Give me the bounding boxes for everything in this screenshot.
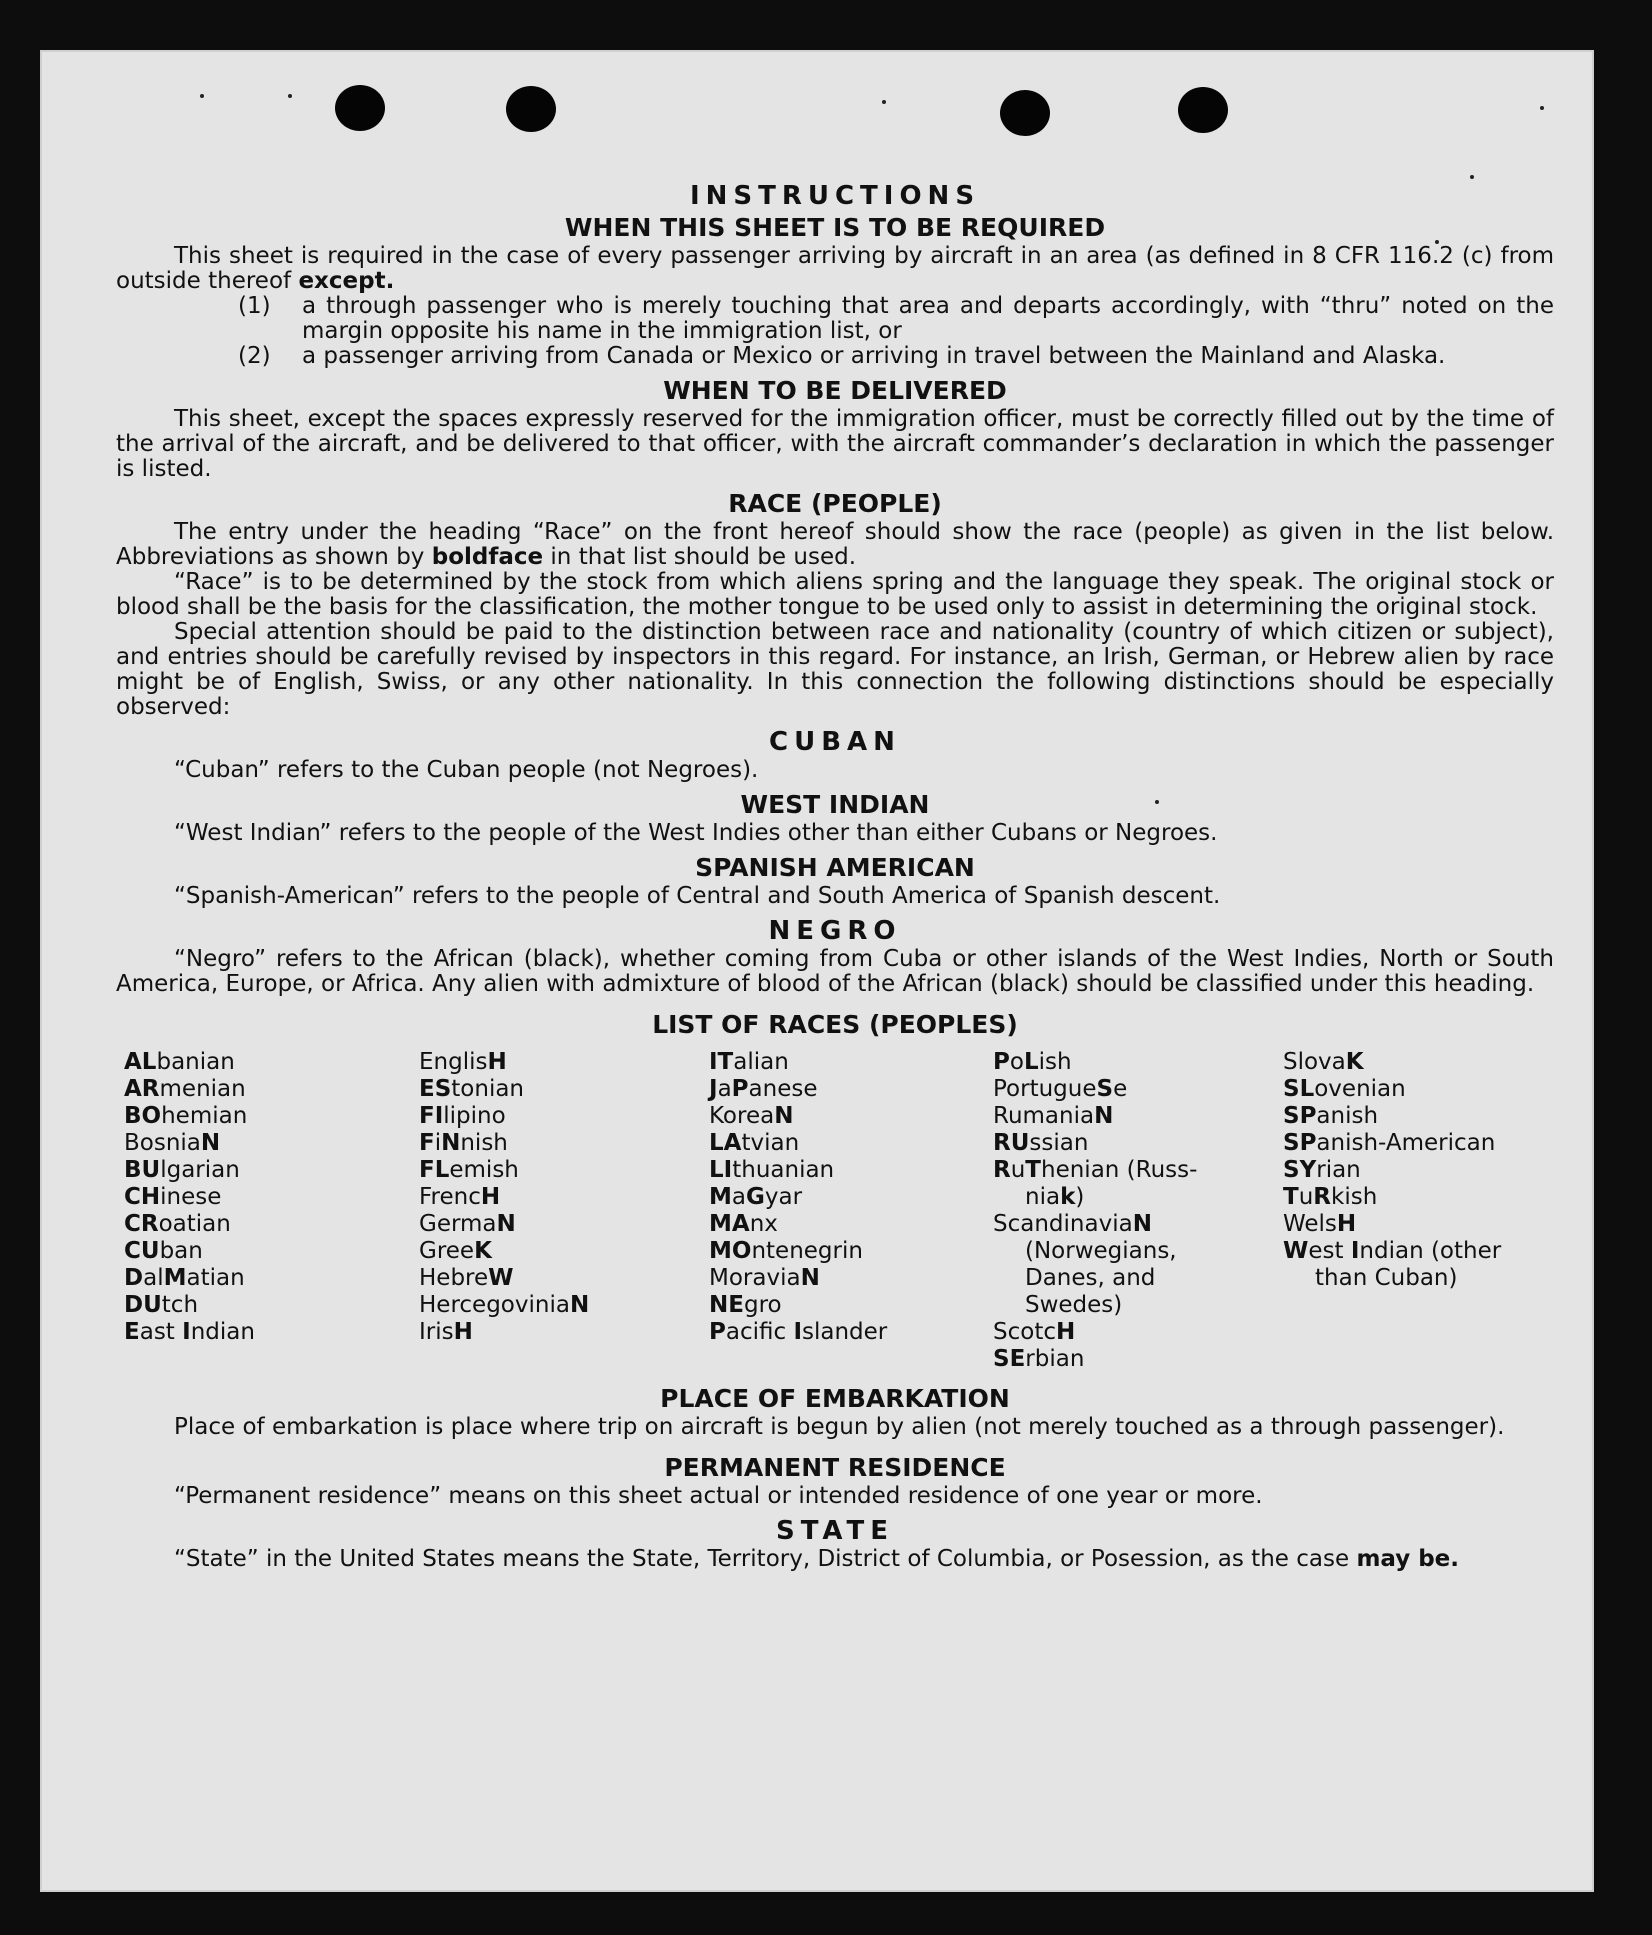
race-entry: WelsH	[1283, 1211, 1357, 1237]
document-page	[40, 50, 1594, 1892]
speck	[1540, 106, 1544, 110]
exception-item: (2) a passenger arriving from Canada or Mexico or arriving in travel between the Mainland and Alaska.	[238, 343, 1446, 369]
race-entry: SYrian	[1283, 1157, 1361, 1183]
race-entry: SErbian	[993, 1346, 1085, 1372]
paragraph-negro: “Negro” refers to the African (black), whether coming from Cuba or other islands of the West Indies, North or South America, Europe, or Africa. Any alien with admixture of blood of the African (black) should be classified under this heading.	[116, 946, 1554, 997]
paragraph-cuban: “Cuban” refers to the Cuban people (not Negroes).	[174, 757, 759, 783]
race-entry: SLovenian	[1283, 1076, 1406, 1102]
heading-permanent-residence: PERMANENT RESIDENCE	[664, 1453, 1006, 1482]
race-entry: Danes, and	[1025, 1265, 1156, 1291]
speck	[200, 94, 204, 98]
heading-spanish-american: SPANISH AMERICAN	[695, 853, 975, 882]
race-entry: BosniaN	[124, 1130, 221, 1156]
race-entry: GreeK	[419, 1238, 492, 1264]
paragraph-race-1: The entry under the heading “Race” on the front hereof should show the race (people) as given in the list below. Abbreviations as shown by boldface in that list should be used.	[116, 519, 1554, 570]
race-entry: LAtvian	[709, 1130, 800, 1156]
race-entry: ARmenian	[124, 1076, 246, 1102]
paragraph-permanent-residence: “Permanent residence” means on this sheet actual or intended residence of one year or more.	[174, 1483, 1263, 1509]
race-entry: LIthuanian	[709, 1157, 835, 1183]
race-entry: PoLish	[993, 1049, 1072, 1075]
exception-list	[116, 294, 1554, 369]
race-entry: EnglisH	[419, 1049, 507, 1075]
race-entry: CUban	[124, 1238, 203, 1264]
race-entry: KoreaN	[709, 1103, 794, 1129]
race-entry: RUssian	[993, 1130, 1089, 1156]
race-entry: RumaniaN	[993, 1103, 1114, 1129]
race-entry: PortugueSe	[993, 1076, 1128, 1102]
race-entry: FiNnish	[419, 1130, 508, 1156]
race-entry: than Cuban)	[1315, 1265, 1458, 1291]
race-column	[1283, 1049, 1562, 1373]
race-entry: HebreW	[419, 1265, 514, 1291]
heading-embarkation: PLACE OF EMBARKATION	[660, 1384, 1010, 1413]
race-entry: MOntenegrin	[709, 1238, 863, 1264]
race-entry: NEgro	[709, 1292, 782, 1318]
race-column	[419, 1049, 709, 1373]
race-entry: ALbanian	[124, 1049, 235, 1075]
race-entry: BUlgarian	[124, 1157, 240, 1183]
paragraph-embarkation: Place of embarkation is place where trip on aircraft is begun by alien (not merely touched as a through passenger).	[174, 1414, 1505, 1440]
paragraph-state: “State” in the United States means the State, Territory, District of Columbia, or Posession, as the case may be.	[174, 1546, 1460, 1572]
paragraph-when-delivered: This sheet, except the spaces expressly reserved for the immigration officer, must be correctly filled out by the time of the arrival of the aircraft, and be delivered to that officer, with the aircraft commander’s declaration in which the passenger is listed.	[116, 406, 1554, 482]
race-entry: ScotcH	[993, 1319, 1076, 1345]
race-entry: EStonian	[419, 1076, 525, 1102]
race-entry: East Indian	[124, 1319, 255, 1345]
race-entry: MoraviaN	[709, 1265, 820, 1291]
race-entry: GermaN	[419, 1211, 516, 1237]
race-entry: DalMatian	[124, 1265, 245, 1291]
heading-when-delivered: WHEN TO BE DELIVERED	[663, 376, 1007, 405]
heading-west-indian: WEST INDIAN	[740, 790, 930, 819]
race-entry: SlovaK	[1283, 1049, 1364, 1075]
race-list	[124, 1049, 1554, 1373]
race-column	[124, 1049, 419, 1373]
race-entry: ScandinaviaN	[993, 1211, 1152, 1237]
race-entry: JaPanese	[709, 1076, 818, 1102]
punch-hole	[1000, 90, 1050, 136]
punch-hole	[506, 86, 556, 132]
instructions-title: INSTRUCTIONS	[689, 181, 981, 211]
speck	[288, 94, 292, 98]
race-entry: ITalian	[709, 1049, 789, 1075]
race-entry: DUtch	[124, 1292, 199, 1318]
race-entry: FrencH	[419, 1184, 501, 1210]
heading-when-required: WHEN THIS SHEET IS TO BE REQUIRED	[564, 213, 1106, 242]
race-entry: (Norwegians,	[1025, 1238, 1177, 1264]
race-entry: SPanish-American	[1283, 1130, 1496, 1156]
race-entry: CHinese	[124, 1184, 222, 1210]
race-entry: Swedes)	[1025, 1292, 1123, 1318]
speck	[882, 100, 886, 104]
punch-hole	[335, 85, 385, 131]
race-entry: West Indian (other	[1283, 1238, 1502, 1264]
race-column	[709, 1049, 993, 1373]
race-column	[993, 1049, 1283, 1373]
heading-state: STATE	[775, 1516, 895, 1546]
race-entry: IrisH	[419, 1319, 473, 1345]
punch-hole	[1178, 87, 1228, 133]
race-entry: FIlipino	[419, 1103, 506, 1129]
race-entry: HercegoviniaN	[419, 1292, 590, 1318]
paragraph-race-3: Special attention should be paid to the distinction between race and nationality (country of which citizen or subject), and entries should be carefully revised by inspectors in this regard. For instance, an Irish, German, or Hebrew alien by race might be of English, Swiss, or any other nationality. In this connection the following distinctions should be especially observed:	[116, 619, 1554, 720]
race-entry: RuThenian (Russ-	[993, 1157, 1198, 1183]
race-entry: MaGyar	[709, 1184, 803, 1210]
paragraph-west-indian: “West Indian” refers to the people of the West Indies other than either Cubans or Negroes.	[174, 820, 1218, 846]
heading-negro: NEGRO	[768, 916, 902, 946]
race-entry: CRoatian	[124, 1211, 231, 1237]
race-entry: MAnx	[709, 1211, 778, 1237]
heading-list-of-races: LIST OF RACES (PEOPLES)	[652, 1010, 1018, 1039]
heading-race: RACE (PEOPLE)	[728, 489, 942, 518]
race-entry: Pacific Islander	[709, 1319, 888, 1345]
race-entry: SPanish	[1283, 1103, 1379, 1129]
paragraph-race-2: “Race” is to be determined by the stock from which aliens spring and the language they speak. The original stock or blood shall be the basis for the classification, the mother tongue to be used only to assist in determining the original stock.	[116, 569, 1554, 620]
heading-cuban: CUBAN	[769, 727, 901, 757]
paragraph-spanish-american: “Spanish-American” refers to the people of Central and South America of Spanish descent.	[174, 883, 1221, 909]
race-entry: BOhemian	[124, 1103, 248, 1129]
race-entry: niak)	[1025, 1184, 1085, 1210]
speck	[1470, 175, 1474, 179]
race-entry: TuRkish	[1283, 1184, 1378, 1210]
race-entry: FLemish	[419, 1157, 519, 1183]
instructions-content	[116, 180, 1554, 1572]
paragraph-when-required: This sheet is required in the case of every passenger arriving by aircraft in an area (as defined in 8 CFR 116.2 (c) from outside thereof except.	[116, 243, 1554, 294]
exception-item: (1) a through passenger who is merely touching that area and departs accordingly, with “thru” noted on the margin opposite his name in the immigration list, or	[238, 293, 1554, 344]
